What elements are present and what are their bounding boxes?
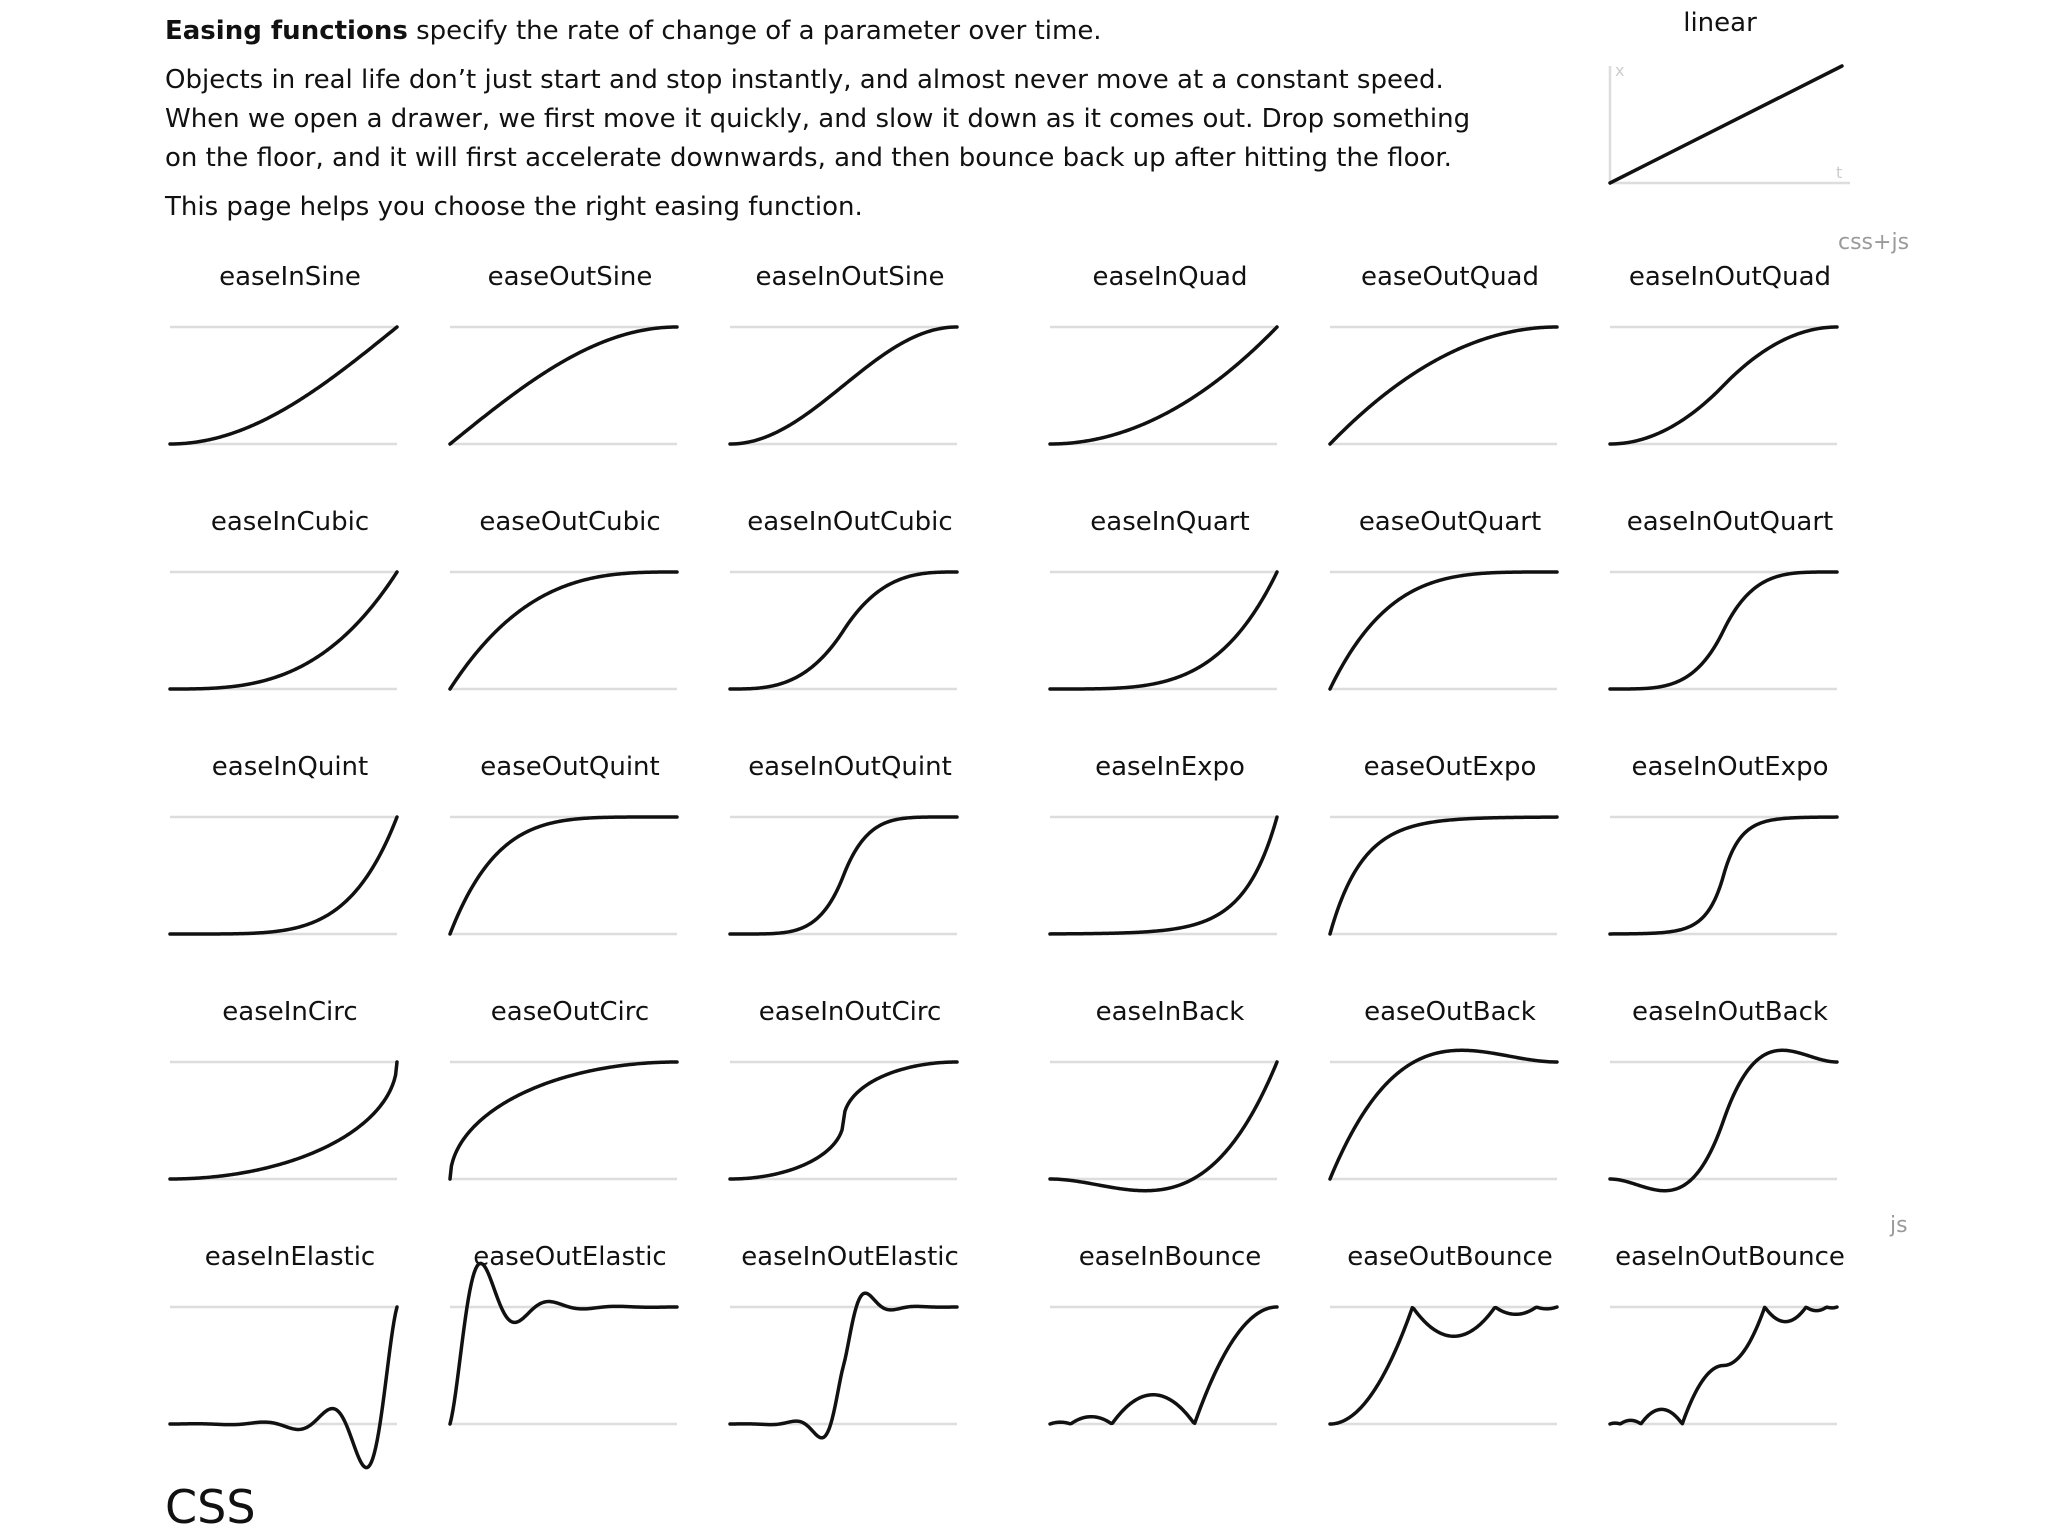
- easing-curve: [730, 1062, 957, 1179]
- easing-graph: [445, 262, 695, 492]
- easing-name: easeInExpo: [1095, 752, 1245, 782]
- easing-card-easeOutElastic[interactable]: [445, 1242, 695, 1472]
- easing-graph: [725, 507, 975, 737]
- easing-card-easeInOutCirc[interactable]: [725, 997, 975, 1227]
- easing-name: easeInQuint: [211, 752, 369, 782]
- easing-curve: [1610, 327, 1837, 444]
- easing-curve: [1050, 817, 1277, 934]
- easing-curve: [1330, 572, 1557, 689]
- easing-card-easeInOutQuart[interactable]: [1605, 507, 1855, 737]
- easing-curve: [450, 1263, 677, 1424]
- easing-graph: [445, 1242, 695, 1472]
- easing-card-easeInElastic[interactable]: [165, 1242, 415, 1472]
- easing-curve: [450, 327, 677, 444]
- easing-graph: [1045, 262, 1295, 492]
- easing-graph: [1605, 507, 1855, 737]
- easing-name: easeOutCubic: [479, 507, 661, 537]
- easing-graph: [1325, 997, 1575, 1227]
- easing-card-easeInOutElastic[interactable]: [725, 1242, 975, 1472]
- easing-graph: [1325, 752, 1575, 982]
- easing-name: easeOutSine: [487, 262, 653, 292]
- easing-card-easeInBounce[interactable]: [1045, 1242, 1295, 1472]
- easing-curve: [170, 1062, 397, 1179]
- easing-curve: [730, 1293, 957, 1438]
- easing-curve: [450, 1062, 677, 1179]
- easing-card-easeOutQuint[interactable]: [445, 752, 695, 982]
- easing-name: easeOutQuint: [480, 752, 660, 782]
- easing-card-easeOutSine[interactable]: [445, 262, 695, 492]
- easing-card-easeOutQuart[interactable]: [1325, 507, 1575, 737]
- easing-card-easeInQuint[interactable]: [165, 752, 415, 982]
- easing-graph: [1605, 752, 1855, 982]
- easing-name: easeOutCirc: [490, 997, 650, 1027]
- easing-graph: [725, 1242, 975, 1472]
- easing-card-easeInCirc[interactable]: [165, 997, 415, 1227]
- easing-curve: [1330, 1050, 1557, 1179]
- intro-lead-bold: Easing functions: [165, 16, 408, 46]
- easing-card-easeInExpo[interactable]: [1045, 752, 1295, 982]
- easing-curve: [730, 817, 957, 934]
- section-label-css-js: css+js: [1838, 230, 1910, 255]
- linear-axis-t-label: t: [1836, 163, 1843, 182]
- easing-card-easeInOutExpo[interactable]: [1605, 752, 1855, 982]
- easing-card-easeOutQuad[interactable]: [1325, 262, 1575, 492]
- easing-graph: [445, 752, 695, 982]
- linear-title: linear: [1683, 8, 1757, 38]
- linear-axis-x-label: x: [1615, 61, 1625, 80]
- easing-curve: [1610, 572, 1837, 689]
- easing-curve: [170, 1307, 397, 1468]
- easing-name: easeInOutCubic: [747, 507, 953, 537]
- easing-graph: [165, 507, 415, 737]
- easing-curve: [1610, 1307, 1837, 1424]
- easing-name: easeInOutExpo: [1631, 752, 1829, 782]
- easing-card-easeInOutCubic[interactable]: [725, 507, 975, 737]
- easing-graph: [1045, 752, 1295, 982]
- easing-name: easeInOutQuart: [1626, 507, 1834, 537]
- easing-curve: [1330, 327, 1557, 444]
- easing-graph: [1045, 1242, 1295, 1472]
- section-label-js: js: [1890, 1213, 1908, 1238]
- easing-graph: [725, 997, 975, 1227]
- easing-name: easeInOutElastic: [741, 1242, 959, 1272]
- easing-name: easeInQuad: [1092, 262, 1248, 292]
- easing-card-easeOutBack[interactable]: [1325, 997, 1575, 1227]
- easing-name: easeInOutCirc: [758, 997, 942, 1027]
- easing-name: easeOutQuart: [1358, 507, 1542, 537]
- easing-graph: [1605, 997, 1855, 1227]
- intro-paragraph: Objects in real life don’t just start and stop instantly, and almost never move at a constant speed. When we open a drawer, we first move it quickly, and slow it down as it comes out. Drop something on the floor, and it will first accelerate downwards, and then bounce back up after hitting the floor.: [165, 65, 1471, 173]
- easing-graph: [725, 262, 975, 492]
- easing-card-easeInQuart[interactable]: [1045, 507, 1295, 737]
- easing-card-easeOutBounce[interactable]: [1325, 1242, 1575, 1472]
- easing-curve: [1610, 1050, 1837, 1190]
- easing-card-easeInQuad[interactable]: [1045, 262, 1295, 492]
- easing-curve: [450, 572, 677, 689]
- easing-card-easeOutExpo[interactable]: [1325, 752, 1575, 982]
- easing-graph: [165, 262, 415, 492]
- easing-curve: [730, 572, 957, 689]
- easing-graph: [445, 997, 695, 1227]
- easing-name: easeInQuart: [1090, 507, 1250, 537]
- easing-curve: [1050, 572, 1277, 689]
- easing-name: easeInOutBounce: [1615, 1242, 1845, 1272]
- easing-name: easeInCirc: [222, 997, 358, 1027]
- easing-name: easeInOutQuint: [748, 752, 952, 782]
- easing-card-easeInCubic[interactable]: [165, 507, 415, 737]
- easing-card-easeOutCirc[interactable]: [445, 997, 695, 1227]
- easing-graph: [165, 997, 415, 1227]
- easing-card-easeInOutBack[interactable]: [1605, 997, 1855, 1227]
- easing-name: easeInOutBack: [1632, 997, 1828, 1027]
- easing-graph: [165, 752, 415, 982]
- easing-name: easeInSine: [219, 262, 361, 292]
- intro-lead-rest: specify the rate of change of a parameter over time.: [407, 16, 1102, 46]
- easing-curve: [1330, 817, 1557, 934]
- easing-name: easeOutExpo: [1363, 752, 1537, 782]
- easing-name: easeInBounce: [1078, 1242, 1262, 1272]
- easing-card-easeInOutBounce[interactable]: [1605, 1242, 1855, 1472]
- easing-name: easeOutBack: [1364, 997, 1536, 1027]
- easing-curve: [1050, 1307, 1277, 1424]
- easing-graph: [1325, 507, 1575, 737]
- easing-graph: [725, 752, 975, 982]
- easing-graph: [1605, 262, 1855, 492]
- easing-name: easeInOutSine: [755, 262, 945, 292]
- easing-card-easeInOutQuint[interactable]: [725, 752, 975, 982]
- easing-card-easeInSine[interactable]: [165, 262, 415, 492]
- easing-graph: [445, 507, 695, 737]
- easing-name: easeInElastic: [204, 1242, 376, 1272]
- easing-card-easeOutCubic[interactable]: [445, 507, 695, 737]
- easing-curve: [1610, 817, 1837, 934]
- easing-graph: [1045, 507, 1295, 737]
- easing-name: easeInCubic: [210, 507, 370, 537]
- easing-curve: [170, 817, 397, 934]
- easing-name: easeOutQuad: [1361, 262, 1539, 292]
- easing-curve: [170, 572, 397, 689]
- easing-graph: [165, 1242, 415, 1472]
- easing-graph: [1045, 997, 1295, 1227]
- easing-name: easeOutElastic: [473, 1242, 667, 1272]
- intro-help: This page helps you choose the right easing function.: [165, 192, 863, 222]
- easing-name: easeInOutQuad: [1628, 262, 1832, 292]
- easing-card-easeInBack[interactable]: [1045, 997, 1295, 1227]
- easing-name: easeInBack: [1095, 997, 1245, 1027]
- easing-graph: [1605, 1242, 1855, 1472]
- easing-name: easeOutBounce: [1347, 1242, 1553, 1272]
- easing-curve: [1050, 1062, 1277, 1191]
- easing-curve: [1050, 327, 1277, 444]
- easing-graph: [1325, 262, 1575, 492]
- easing-curve: [1330, 1307, 1557, 1424]
- easing-curve: [730, 327, 957, 444]
- easing-curve: [170, 327, 397, 444]
- css-heading: CSS: [165, 1480, 256, 1534]
- easing-curve: [450, 817, 677, 934]
- easing-card-easeInOutSine[interactable]: [725, 262, 975, 492]
- easing-card-easeInOutQuad[interactable]: [1605, 262, 1855, 492]
- easing-graph: [1325, 1242, 1575, 1472]
